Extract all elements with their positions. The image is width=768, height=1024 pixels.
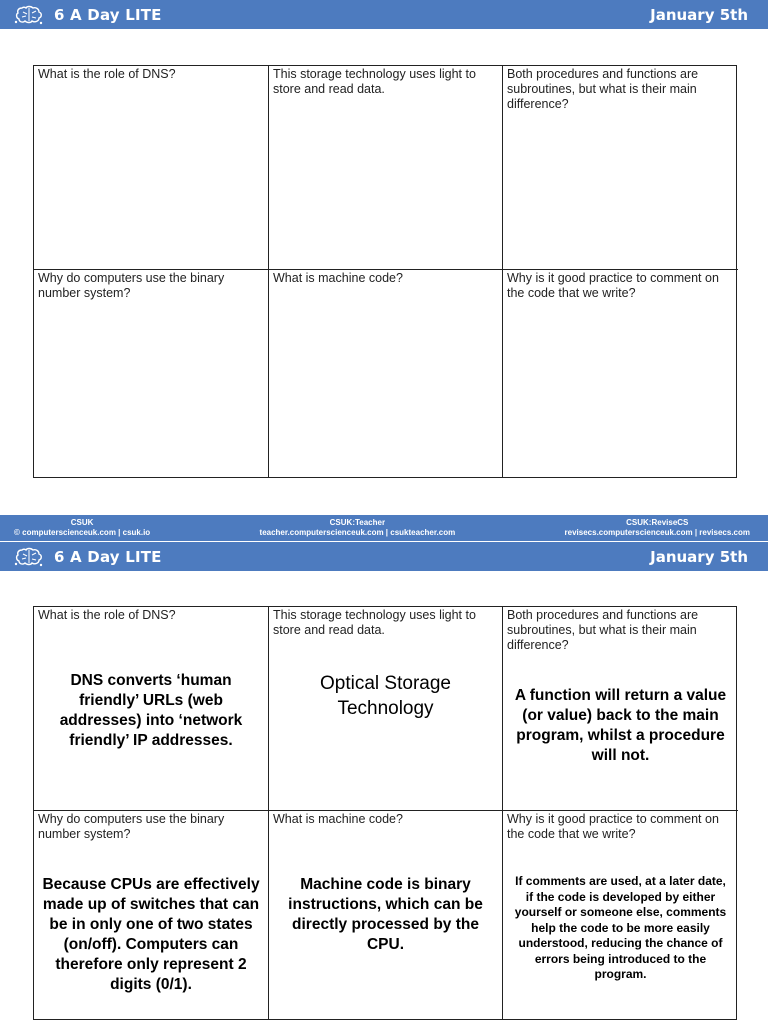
footer-csuk: [14, 518, 150, 538]
footer-revisecs: [565, 518, 750, 538]
answer-text: Machine code is binary instructions, which can be directly processed by the CPU.: [288, 876, 483, 953]
answer-text: Because CPUs are effectively made up of switches that can be in only one of two states (on/off). Computers can therefore only represent 2 digits (0/1).: [42, 876, 260, 993]
question-text: What is machine code?: [273, 271, 403, 285]
answers-header-bar: [0, 542, 768, 571]
cell-machine-code: [269, 811, 503, 1019]
question-text: What is machine code?: [273, 812, 403, 826]
cell-storage: [269, 607, 503, 811]
question-text: Why do computers use the binary number system?: [38, 812, 225, 841]
footer-link[interactable]: revisecs.computerscienceuk.com | revisecs.com: [564, 528, 750, 537]
answer-text: DNS converts ‘human friendly’ URLs (web addresses) into ‘network friendly’ IP addresses.: [59, 672, 243, 749]
cell-subroutines: [503, 66, 738, 270]
brain-icon: [14, 546, 44, 568]
top-header-bar: [0, 0, 768, 29]
header-brand: [14, 4, 162, 26]
question-text: Why is it good practice to comment on the code that we write?: [507, 812, 719, 841]
answer-text: A function will return a value (or value) back to the main program, whilst a procedure will not.: [514, 687, 727, 764]
footer-title: CSUK:ReviseCS: [626, 518, 689, 527]
question-text: This storage technology uses light to store and read data.: [273, 67, 476, 96]
footer-teacher: [260, 518, 456, 538]
cell-binary: [34, 811, 269, 1019]
answer-text: If comments are used, at a later date, if the code is developed by either yourself or someone else, comments help the code to be more easily understood, reducing the chance of errors being introduced to the program.: [514, 874, 727, 981]
cell-subroutines: [503, 607, 738, 811]
page-title: 6 A Day LITE: [54, 547, 162, 566]
cell-dns: [34, 607, 269, 811]
question-text: What is the role of DNS?: [38, 608, 176, 622]
cell-binary: [34, 270, 269, 477]
header-brand: [14, 546, 162, 568]
page-title: 6 A Day LITE: [54, 5, 162, 24]
question-text: Both procedures and functions are subroutines, but what is their main difference?: [507, 608, 699, 652]
cell-comment: [503, 270, 738, 477]
question-text: This storage technology uses light to store and read data.: [273, 608, 476, 637]
question-grid-blank: [33, 65, 737, 478]
header-date: January 5th: [650, 547, 748, 566]
question-text: Why is it good practice to comment on the code that we write?: [507, 271, 719, 300]
question-text: What is the role of DNS?: [38, 67, 176, 81]
cell-dns: [34, 66, 269, 270]
footer-link[interactable]: © computerscienceuk.com | csuk.io: [14, 528, 151, 537]
footer-bar: [0, 515, 768, 541]
cell-comment: [503, 811, 738, 1019]
answer-grid: [33, 606, 737, 1020]
header-date: January 5th: [650, 5, 748, 24]
footer-link[interactable]: teacher.computerscienceuk.com | csukteacher.com: [259, 528, 456, 537]
cell-machine-code: [269, 270, 503, 477]
footer-title: CSUK:Teacher: [329, 518, 386, 527]
cell-storage: [269, 66, 503, 270]
answer-text: Optical Storage Technology: [320, 673, 451, 719]
footer-title: CSUK: [70, 518, 94, 527]
question-text: Why do computers use the binary number system?: [38, 271, 225, 300]
question-text: Both procedures and functions are subroutines, but what is their main difference?: [507, 67, 699, 111]
brain-icon: [14, 4, 44, 26]
